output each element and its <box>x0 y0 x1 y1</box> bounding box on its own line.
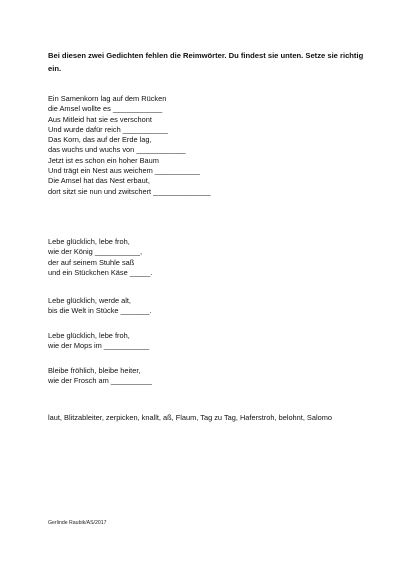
poem-line: Aus Mitleid hat sie es verschont <box>48 114 152 124</box>
poem-line: bis die Welt in Stücke _______. <box>48 306 152 316</box>
poem-line: dort sitzt sie nun und zwitschert ______________ <box>48 186 211 196</box>
poem-line: wie der Mops im ___________ <box>48 341 150 351</box>
poem-2-stanza-1 <box>48 237 152 278</box>
poem-line: wie der Frosch am __________ <box>48 376 152 386</box>
poem-line: Jetzt ist es schon ein hoher Baum <box>48 155 159 165</box>
poem-line: Bleibe fröhlich, bleibe heiter, <box>48 366 141 375</box>
footer-credit: Gerlinde Raubik/AS/2017 <box>48 520 107 526</box>
poem-line: und ein Stückchen Käse _____. <box>48 267 153 277</box>
poem-1 <box>48 94 211 197</box>
poem-2-stanza-4 <box>48 366 152 387</box>
poem-line: Lebe glücklich, lebe froh, <box>48 237 130 246</box>
poem-line: Lebe glücklich, werde alt, <box>48 296 131 305</box>
poem-2-stanza-2 <box>48 296 151 317</box>
poem-line: Die Amsel hat das Nest erbaut, <box>48 176 150 186</box>
poem-line: Und wurde dafür reich ___________ <box>48 124 168 134</box>
poem-line: der auf seinem Stuhle saß <box>48 257 135 267</box>
poem-line: Ein Samenkorn lag auf dem Rücken <box>48 94 167 103</box>
poem-line: das wuchs und wuchs von ____________ <box>48 145 186 155</box>
poem-line: Das Korn, das auf der Erde lag, <box>48 135 152 145</box>
poem-2-stanza-3 <box>48 331 149 352</box>
instructions: Bei diesen zwei Gedichten fehlen die Reimwörter. Du findest sie unten. Setze sie richtig ein. <box>48 51 364 73</box>
word-bank: laut, Blitzableiter, zerpicken, knallt, aß, Flaum, Tag zu Tag, Haferstroh, belohnt, Salomo <box>48 413 332 422</box>
poem-line: wie der König ___________, <box>48 247 143 257</box>
poem-line: Und trägt ein Nest aus weichem ___________ <box>48 166 201 176</box>
poem-line: die Amsel wollte es ____________ <box>48 104 163 114</box>
poem-line: Lebe glücklich, lebe froh, <box>48 331 130 340</box>
